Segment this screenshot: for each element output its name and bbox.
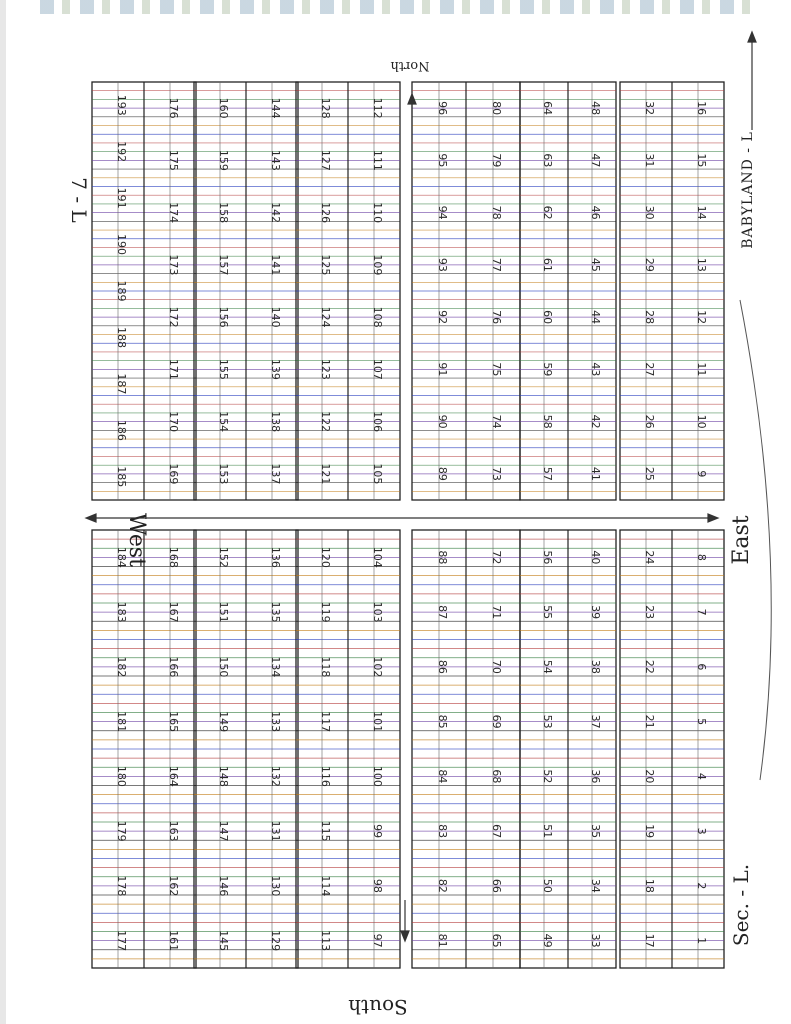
plot-number: 60 bbox=[541, 310, 554, 325]
plot-number: 166 bbox=[167, 656, 180, 678]
south-arrow-icon bbox=[401, 900, 409, 941]
plot-number: 146 bbox=[217, 875, 230, 897]
plot-number: 57 bbox=[541, 466, 554, 481]
plot-grid-layer bbox=[92, 82, 724, 968]
plot-number: 155 bbox=[217, 358, 230, 380]
plot-number: 78 bbox=[490, 205, 503, 220]
plot-number: 141 bbox=[269, 254, 282, 276]
plot-number: 12 bbox=[695, 310, 708, 325]
plot-number: 157 bbox=[217, 254, 230, 276]
plot-number: 28 bbox=[643, 310, 656, 325]
plot-number: 176 bbox=[167, 97, 180, 119]
plot-number: 79 bbox=[490, 153, 503, 168]
plot-number: 30 bbox=[643, 205, 656, 220]
plot-number: 42 bbox=[589, 414, 602, 429]
plot-number: 66 bbox=[490, 878, 503, 893]
plot-number: 125 bbox=[319, 254, 332, 276]
plot-number: 35 bbox=[589, 824, 602, 839]
plot-number: 65 bbox=[490, 933, 503, 948]
plot-number: 34 bbox=[589, 878, 602, 893]
plot-number: 139 bbox=[269, 358, 282, 380]
plot-number: 142 bbox=[269, 202, 282, 224]
plot-number: 168 bbox=[167, 546, 180, 568]
plot-number: 32 bbox=[643, 101, 656, 116]
plot-block-left-0 bbox=[92, 530, 196, 968]
plot-number: 159 bbox=[217, 149, 230, 171]
plot-number: 161 bbox=[167, 930, 180, 952]
plot-number: 98 bbox=[371, 878, 384, 893]
plot-number: 10 bbox=[695, 414, 708, 429]
plot-number: 72 bbox=[490, 550, 503, 565]
plot-number: 63 bbox=[541, 153, 554, 168]
plot-number: 105 bbox=[371, 463, 384, 485]
plot-number: 18 bbox=[643, 878, 656, 893]
plot-number: 6 bbox=[695, 663, 708, 671]
plot-number: 112 bbox=[371, 97, 384, 119]
plot-number: 91 bbox=[436, 362, 449, 377]
plot-number: 1 bbox=[695, 937, 708, 945]
plot-number: 25 bbox=[643, 466, 656, 481]
plot-number: 148 bbox=[217, 765, 230, 787]
plot-number: 9 bbox=[695, 470, 708, 478]
plot-number: 7 bbox=[695, 608, 708, 616]
plot-block-right-1 bbox=[194, 82, 298, 500]
plot-number: 39 bbox=[589, 605, 602, 620]
plot-number: 99 bbox=[371, 824, 384, 839]
plot-number: 131 bbox=[269, 820, 282, 842]
plot-number: 191 bbox=[115, 187, 128, 209]
plot-number: 113 bbox=[319, 930, 332, 952]
plot-number: 175 bbox=[167, 149, 180, 171]
plot-number: 100 bbox=[371, 765, 384, 787]
plot-number: 64 bbox=[541, 101, 554, 116]
plot-number: 149 bbox=[217, 711, 230, 733]
plot-number: 179 bbox=[115, 820, 128, 842]
plot-number: 133 bbox=[269, 711, 282, 733]
plot-number: 162 bbox=[167, 875, 180, 897]
east-label: East bbox=[729, 515, 754, 565]
plot-number: 22 bbox=[643, 659, 656, 674]
plot-number: 165 bbox=[167, 711, 180, 733]
plot-number: 49 bbox=[541, 933, 554, 948]
plot-number: 85 bbox=[436, 714, 449, 729]
babyland-label: BABYLAND - L bbox=[740, 131, 756, 249]
plot-number: 185 bbox=[115, 466, 128, 488]
plot-number: 137 bbox=[269, 463, 282, 485]
plot-number: 156 bbox=[217, 306, 230, 328]
plot-block-left-3 bbox=[412, 530, 520, 968]
plot-number: 68 bbox=[490, 769, 503, 784]
plot-block-right-5 bbox=[620, 82, 724, 500]
plot-number: 151 bbox=[217, 601, 230, 623]
plot-number: 193 bbox=[115, 94, 128, 116]
plot-number: 14 bbox=[695, 205, 708, 220]
plot-number: 80 bbox=[490, 101, 503, 116]
plot-number: 33 bbox=[589, 933, 602, 948]
west-arrow-icon bbox=[86, 514, 718, 522]
west-label: West bbox=[124, 513, 149, 567]
plot-number: 114 bbox=[319, 875, 332, 897]
plot-number: 147 bbox=[217, 820, 230, 842]
plot-number: 75 bbox=[490, 362, 503, 377]
plot-block-left-5 bbox=[620, 530, 724, 968]
plot-number: 127 bbox=[319, 149, 332, 171]
plot-number: 88 bbox=[436, 550, 449, 565]
plot-number: 186 bbox=[115, 419, 128, 441]
plot-block-right-4 bbox=[520, 82, 616, 500]
plot-number: 69 bbox=[490, 714, 503, 729]
north-label: North bbox=[390, 58, 430, 73]
plot-number: 95 bbox=[436, 153, 449, 168]
plot-number: 106 bbox=[371, 411, 384, 433]
plot-block-left-1 bbox=[194, 530, 298, 968]
plot-number: 184 bbox=[115, 546, 128, 568]
plot-number: 138 bbox=[269, 411, 282, 433]
section-top-label: 7 - L bbox=[67, 177, 91, 223]
plot-number: 76 bbox=[490, 310, 503, 325]
plot-block-right-0 bbox=[92, 82, 196, 500]
plot-number: 130 bbox=[269, 875, 282, 897]
plot-number: 48 bbox=[589, 101, 602, 116]
plot-number: 55 bbox=[541, 605, 554, 620]
plot-number: 23 bbox=[643, 605, 656, 620]
plot-number: 77 bbox=[490, 257, 503, 272]
plot-number: 108 bbox=[371, 306, 384, 328]
east-arrow-icon bbox=[748, 32, 756, 130]
plot-number: 15 bbox=[695, 153, 708, 168]
plot-number: 169 bbox=[167, 463, 180, 485]
plot-number: 121 bbox=[319, 463, 332, 485]
plot-number: 71 bbox=[490, 605, 503, 620]
plot-number: 143 bbox=[269, 149, 282, 171]
plot-number: 70 bbox=[490, 659, 503, 674]
plot-number: 154 bbox=[217, 411, 230, 433]
plot-number: 27 bbox=[643, 362, 656, 377]
plot-number: 47 bbox=[589, 153, 602, 168]
plot-number: 171 bbox=[167, 358, 180, 380]
plot-number: 183 bbox=[115, 601, 128, 623]
plot-block-left-4 bbox=[520, 530, 616, 968]
plot-number: 187 bbox=[115, 373, 128, 395]
plot-number: 124 bbox=[319, 306, 332, 328]
plot-number: 81 bbox=[436, 933, 449, 948]
plot-number: 52 bbox=[541, 769, 554, 784]
plot-number: 26 bbox=[643, 414, 656, 429]
plot-number: 2 bbox=[695, 882, 708, 890]
plot-number: 3 bbox=[695, 827, 708, 835]
plot-number: 45 bbox=[589, 257, 602, 272]
plot-number: 41 bbox=[589, 466, 602, 481]
plot-number: 46 bbox=[589, 205, 602, 220]
plot-number: 36 bbox=[589, 769, 602, 784]
plot-number: 132 bbox=[269, 765, 282, 787]
plot-number: 104 bbox=[371, 546, 384, 568]
plot-number: 129 bbox=[269, 930, 282, 952]
plot-number: 94 bbox=[436, 205, 449, 220]
plot-number: 51 bbox=[541, 824, 554, 839]
plot-number: 123 bbox=[319, 358, 332, 380]
plot-number: 92 bbox=[436, 310, 449, 325]
plot-number: 38 bbox=[589, 659, 602, 674]
plot-number: 119 bbox=[319, 601, 332, 623]
plot-number: 107 bbox=[371, 358, 384, 380]
plot-number: 16 bbox=[695, 101, 708, 116]
plot-number: 173 bbox=[167, 254, 180, 276]
plot-number: 53 bbox=[541, 714, 554, 729]
plot-number: 115 bbox=[319, 820, 332, 842]
section-label: Sec. - L. bbox=[729, 863, 753, 947]
plot-number: 120 bbox=[319, 546, 332, 568]
plot-number: 103 bbox=[371, 601, 384, 623]
plot-number: 152 bbox=[217, 546, 230, 568]
south-label: South bbox=[348, 995, 408, 1019]
plot-block-right-3 bbox=[412, 82, 520, 500]
plot-number: 31 bbox=[643, 153, 656, 168]
plot-number: 117 bbox=[319, 711, 332, 733]
plot-number: 144 bbox=[269, 97, 282, 119]
plot-number: 122 bbox=[319, 411, 332, 433]
plot-number: 145 bbox=[217, 930, 230, 952]
plot-number: 167 bbox=[167, 601, 180, 623]
plot-number: 84 bbox=[436, 769, 449, 784]
plot-number: 110 bbox=[371, 202, 384, 224]
plot-number: 40 bbox=[589, 550, 602, 565]
plot-number: 109 bbox=[371, 254, 384, 276]
plot-number: 56 bbox=[541, 550, 554, 565]
plot-number: 140 bbox=[269, 306, 282, 328]
plot-number: 182 bbox=[115, 656, 128, 678]
plot-number: 86 bbox=[436, 659, 449, 674]
plot-number: 74 bbox=[490, 414, 503, 429]
plot-number: 101 bbox=[371, 711, 384, 733]
plot-number: 20 bbox=[643, 769, 656, 784]
plot-number: 118 bbox=[319, 656, 332, 678]
plot-number: 50 bbox=[541, 878, 554, 893]
plot-number: 164 bbox=[167, 765, 180, 787]
plot-number: 21 bbox=[643, 714, 656, 729]
plot-number: 67 bbox=[490, 824, 503, 839]
plot-number: 90 bbox=[436, 414, 449, 429]
plot-number: 172 bbox=[167, 306, 180, 328]
plot-number: 89 bbox=[436, 466, 449, 481]
plot-number: 126 bbox=[319, 202, 332, 224]
plot-number: 116 bbox=[319, 765, 332, 787]
plot-block-right-2 bbox=[296, 82, 400, 500]
plot-number: 102 bbox=[371, 656, 384, 678]
plot-number: 82 bbox=[436, 878, 449, 893]
plot-number: 158 bbox=[217, 202, 230, 224]
plot-number: 170 bbox=[167, 411, 180, 433]
plot-number: 188 bbox=[115, 326, 128, 348]
plot-number: 190 bbox=[115, 234, 128, 256]
plot-number: 96 bbox=[436, 101, 449, 116]
plot-number: 153 bbox=[217, 463, 230, 485]
plot-number: 150 bbox=[217, 656, 230, 678]
plot-number: 180 bbox=[115, 765, 128, 787]
plot-number: 160 bbox=[217, 97, 230, 119]
plot-number: 83 bbox=[436, 824, 449, 839]
plot-number: 174 bbox=[167, 202, 180, 224]
plot-number: 134 bbox=[269, 656, 282, 678]
plot-number: 5 bbox=[695, 718, 708, 726]
plot-number: 29 bbox=[643, 257, 656, 272]
plot-number: 13 bbox=[695, 257, 708, 272]
plot-number: 181 bbox=[115, 711, 128, 733]
plot-number: 19 bbox=[643, 824, 656, 839]
plot-number: 73 bbox=[490, 466, 503, 481]
plot-number: 62 bbox=[541, 205, 554, 220]
plot-number: 59 bbox=[541, 362, 554, 377]
plot-number: 61 bbox=[541, 257, 554, 272]
plot-number: 44 bbox=[589, 310, 602, 325]
plot-number: 93 bbox=[436, 257, 449, 272]
plot-number: 4 bbox=[695, 772, 708, 780]
plot-number: 17 bbox=[643, 933, 656, 948]
plot-number: 11 bbox=[695, 362, 708, 377]
plot-number: 163 bbox=[167, 820, 180, 842]
plot-number: 58 bbox=[541, 414, 554, 429]
plot-number: 136 bbox=[269, 546, 282, 568]
plot-number: 128 bbox=[319, 97, 332, 119]
plot-number: 8 bbox=[695, 553, 708, 561]
plot-number: 54 bbox=[541, 659, 554, 674]
plot-number: 135 bbox=[269, 601, 282, 623]
plot-number: 177 bbox=[115, 930, 128, 952]
plot-block-left-2 bbox=[296, 530, 400, 968]
plot-number: 43 bbox=[589, 362, 602, 377]
plot-number: 24 bbox=[643, 550, 656, 565]
plot-number: 97 bbox=[371, 933, 384, 948]
plot-number: 111 bbox=[371, 149, 384, 171]
plot-number: 37 bbox=[589, 714, 602, 729]
plot-number: 192 bbox=[115, 141, 128, 163]
plot-number: 87 bbox=[436, 605, 449, 620]
plot-number: 178 bbox=[115, 875, 128, 897]
plot-number: 189 bbox=[115, 280, 128, 302]
